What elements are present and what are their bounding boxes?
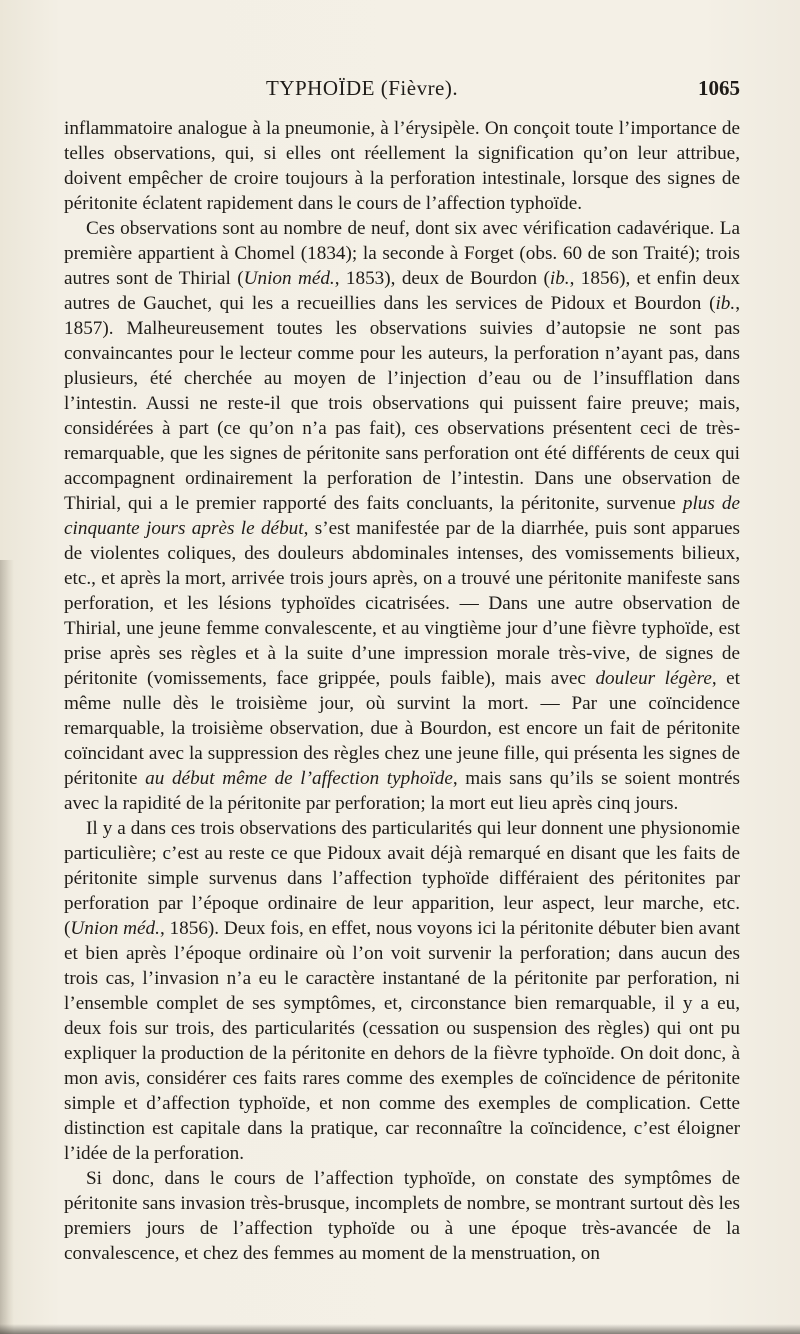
paragraph	[64, 116, 740, 216]
body-text	[64, 116, 740, 1266]
italic-text: douleur légère	[595, 668, 712, 689]
italic-text: Union méd.	[243, 268, 335, 289]
text-segment: Si donc, dans le cours de l’affection typhoïde, on constate des symptômes de péritonite sans invasion très-brusque, incomplets de nombre, se montrant surtout dès les premiers jours de l’affection typhoïde ou à une époque très-avancée de la convalescence, et chez des femmes au moment de la menstruation, on	[64, 1168, 740, 1264]
italic-text: ib.	[715, 293, 736, 314]
running-title: TYPHOÏDE (Fièvre).	[266, 76, 459, 100]
text-segment: Ces observations sont au nombre de neuf, dont six avec vérification cadavérique. La première appartient à Chomel (1834); la seconde à Forget (obs. 60 de son Traité); trois autres sont de Thirial (	[64, 218, 740, 289]
paragraph	[64, 1166, 740, 1266]
paragraph	[64, 816, 740, 1166]
paragraph	[64, 216, 740, 816]
page-bottom-edge	[0, 1324, 800, 1334]
text-segment: , 1856), et enfin deux autres de Gauchet, qui les a recueillies dans les services de Pidoux et Bourdon (	[64, 268, 740, 314]
text-segment: , 1856). Deux fois, en effet, nous voyons ici la péritonite débuter bien avant et bien après l’époque ordinaire où l’on voit survenir la perforation; dans aucun des trois cas, l’invasion n’a eu le caractère instantané de la péritonite par perforation, ni l’ensemble complet de ses symptômes, et, circonstance bien remarquable, il y a eu, deux fois sur trois, des particularités (cessation ou suspension des règles) qui ont pu expliquer la production de la péritonite en dehors de la fièvre typhoïde. On doit donc, à mon avis, considérer ces faits rares comme des exemples de coïncidence de péritonite simple et d’affection typhoïde, et non comme des exemples de complication. Cette distinction est capitale dans la pratique, car reconnaître la coïncidence, c’est éloigner l’idée de la perforation.	[64, 918, 740, 1164]
page-header	[266, 76, 740, 106]
text-segment: , 1853), deux de Bourdon (	[334, 268, 550, 289]
italic-text: au début même de l’affection typhoïde	[145, 768, 453, 789]
italic-text: Union méd.	[70, 918, 160, 939]
binding-shadow	[0, 560, 14, 1334]
italic-text: plus de cinquante jours après le début	[64, 493, 740, 539]
text-segment: , et même nulle dès le troisième jour, où survint la mort. — Par une coïncidence remarquable, la troisième observation, due à Bourdon, est encore un fait de péritonite coïncidant avec la suppression des règles chez une jeune fille, qui présenta les signes de péritonite	[64, 668, 740, 789]
text-segment: , 1857). Malheureusement toutes les observations suivies d’autopsie ne sont pas convaincantes pour le lecteur comme pour les auteurs, la perforation n’ayant pas, dans plusieurs, été cherchée au moyen de l’injection d’eau ou de l’insufflation dans l’intestin. Aussi ne reste-il que trois observations qui puissent faire preuve; mais, considérées à part (ce qu’on n’a pas fait), ces observations présentent ceci de très-remarquable, que les signes de péritonite sans perforation ont été différents de ceux qui accompagnent ordinairement la perforation de l’intestin. Dans une observation de Thirial, qui a le premier rapporté des faits concluants, la péritonite, survenue	[64, 293, 740, 514]
text-segment: inflammatoire analogue à la pneumonie, à l’érysipèle. On conçoit toute l’importance de telles observations, qui, si elles ont réellement la signification qu’on leur attribue, doivent empêcher de croire toujours à la perforation intestinale, lorsque des signes de péritonite éclatent rapidement dans le cours de l’affection typhoïde.	[64, 118, 740, 214]
text-segment: Il y a dans ces trois observations des particularités qui leur donnent une physionomie particulière; c’est au reste ce que Pidoux avait déjà remarqué en disant que les faits de péritonite simple survenus dans l’affection typhoïde différaient des péritonites par perforation par l’époque ordinaire de leur apparition, leur aspect, leur marche, etc. (	[64, 818, 740, 939]
text-segment: , mais sans qu’ils se soient montrés avec la rapidité de la péritonite par perforation; la mort eut lieu après cinq jours.	[64, 768, 740, 814]
page-number: 1065	[698, 76, 740, 100]
italic-text: ib.	[549, 268, 570, 289]
text-segment: , s’est manifestée par de la diarrhée, puis sont apparues de violentes coliques, des douleurs abdominales intenses, des vomissements bilieux, etc., et après la mort, arrivée trois jours après, on a trouvé une péritonite manifeste sans perforation, et les lésions typhoïdes cicatrisées. — Dans une autre observation de Thirial, une jeune femme convalescente, et au vingtième jour d’une fièvre typhoïde, est prise après ses règles et à la suite d’une impression morale très-vive, de signes de péritonite (vomissements, face grippée, pouls faible), mais avec	[64, 518, 741, 689]
